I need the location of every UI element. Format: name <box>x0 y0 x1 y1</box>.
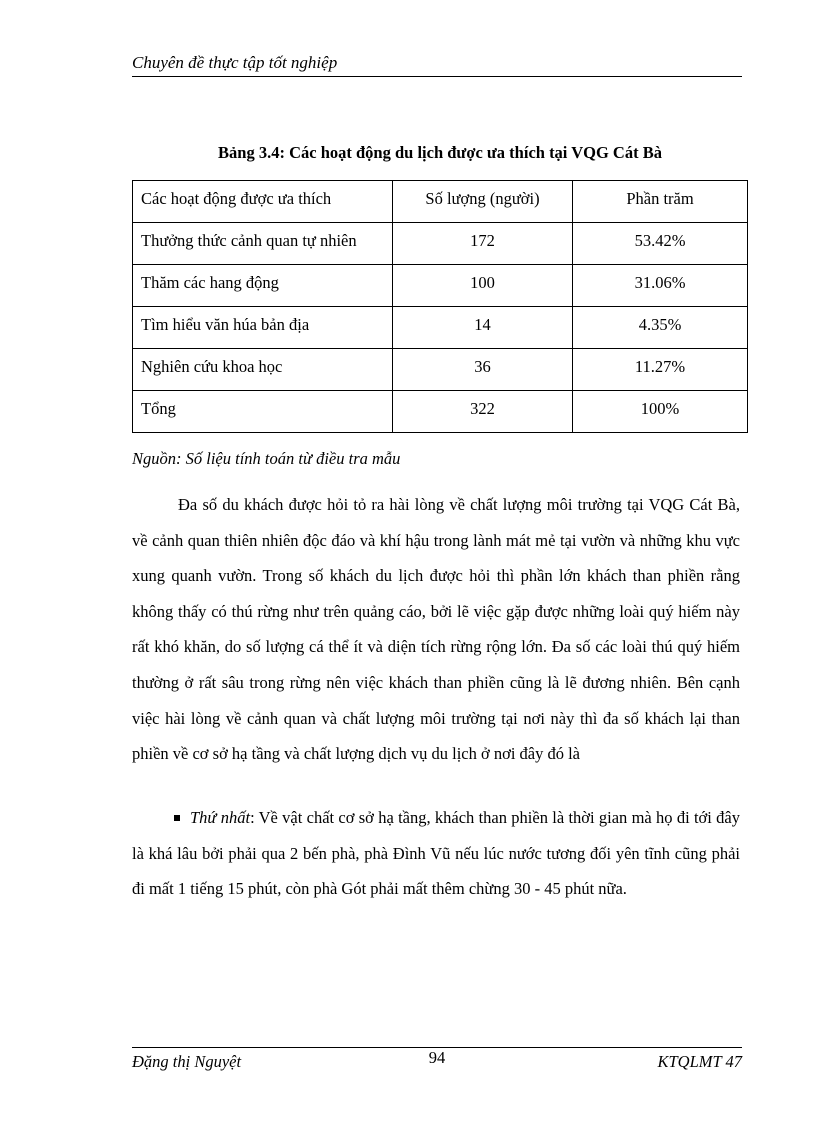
body-paragraph: Đa số du khách được hỏi tỏ ra hài lòng về chất lượng môi trường tại VQG Cát Bà, về cảnh quan thiên nhiên độc đáo và khí hậu trong lành mát mẻ tại vườn và những khu vực xung quanh vườn. Trong số khách du lịch được hỏi thì phần lớn khách than phiền rằng không thấy có thú rừng như trên quảng cáo, bởi lẽ việc gặp được những loài quý hiếm này rất khó khăn, do số lượng cá thể ít và diện tích rừng rộng lớn. Đa số các loài thú quý hiếm thường ở rất sâu trong rừng nên việc khách than phiền cũng là lẽ đương nhiên. Bên cạnh việc hài lòng về cảnh quan và chất lượng môi trường tại nơi này thì đa số khách lại than phiền về cơ sở hạ tầng và chất lượng dịch vụ du lịch ở nơi đây đó là <box>132 495 740 764</box>
activities-table <box>132 180 748 433</box>
column-header: Các hoạt động được ưa thích <box>133 181 393 223</box>
table-header-row <box>133 181 748 223</box>
count-cell: 172 <box>393 223 573 265</box>
footer-author: Đặng thị Nguyệt <box>132 1052 242 1071</box>
page-footer <box>132 1047 742 1074</box>
bullet-label: Thứ nhất <box>190 808 251 827</box>
count-cell: 322 <box>393 391 573 433</box>
count-cell: 100 <box>393 265 573 307</box>
footer-class-code: KTQLMT 47 <box>657 1052 742 1071</box>
activity-cell: Tìm hiểu văn húa bản địa <box>133 307 393 349</box>
percent-cell: 100% <box>573 391 748 433</box>
bullet-item <box>132 800 740 907</box>
table-row <box>133 265 748 307</box>
column-header: Phần trăm <box>573 181 748 223</box>
count-cell: 14 <box>393 307 573 349</box>
bullet-text: : Về vật chất cơ sở hạ tầng, khách than phiền là thời gian mà họ đi tới đây là khá lâu bởi phải qua 2 bến phà, phà Đình Vũ nếu lúc nước tương đối yên tĩnh cũng phải đi mất 1 tiếng 15 phút, còn phà Gót phải mất thêm chừng 30 - 45 phút nữa. <box>132 808 740 899</box>
percent-cell: 53.42% <box>573 223 748 265</box>
page-number: 94 <box>428 1048 446 1067</box>
percent-cell: 4.35% <box>573 307 748 349</box>
table-total-row <box>133 391 748 433</box>
table-source-note: Nguồn: Số liệu tính toán từ điều tra mẫu <box>132 449 401 468</box>
square-bullet-icon <box>174 815 180 821</box>
activity-cell: Tổng <box>133 391 393 433</box>
percent-cell: 31.06% <box>573 265 748 307</box>
column-header: Số lượng (người) <box>393 181 573 223</box>
activity-cell: Nghiên cứu khoa học <box>133 349 393 391</box>
activity-cell: Thăm các hang động <box>133 265 393 307</box>
activity-cell: Thưởng thức cảnh quan tự nhiên <box>133 223 393 265</box>
page-header: Chuyên đề thực tập tốt nghiệp <box>132 52 742 77</box>
table-row <box>133 349 748 391</box>
table-row <box>133 223 748 265</box>
percent-cell: 11.27% <box>573 349 748 391</box>
table-caption: Bảng 3.4: Các hoạt động du lịch được ưa thích tại VQG Cát Bà <box>218 143 662 162</box>
table-row <box>133 307 748 349</box>
count-cell: 36 <box>393 349 573 391</box>
